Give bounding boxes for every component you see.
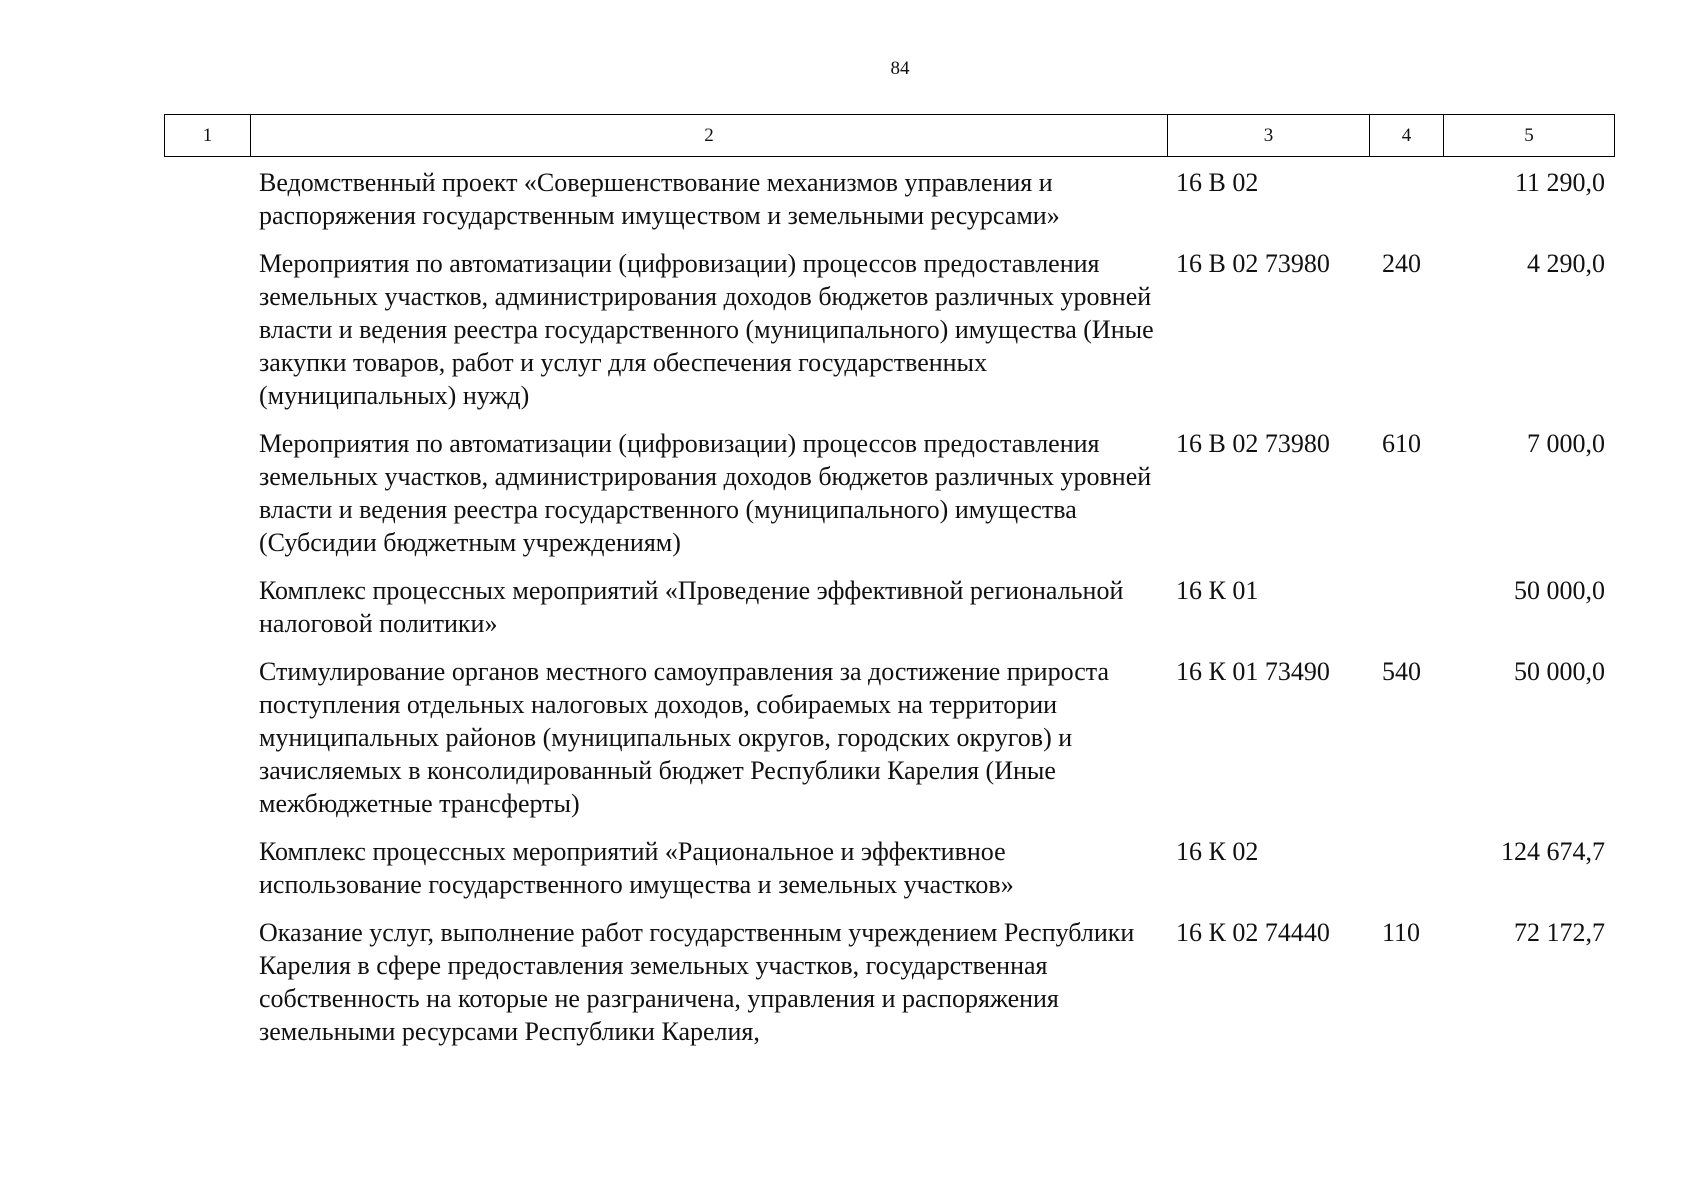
row-code: 16 В 02 73980 <box>1176 249 1330 278</box>
row-name: Комплекс процессных мероприятий «Проведение эффективной региональной налоговой политики» <box>259 576 1124 638</box>
budget-table-body <box>164 166 1614 1063</box>
row-expense-type: 240 <box>1382 249 1421 278</box>
column-header-3: 3 <box>1168 115 1370 157</box>
row-expense-type <box>1369 835 1443 916</box>
blank-cell <box>164 427 250 574</box>
column-header-2: 2 <box>251 115 1168 157</box>
blank-cell <box>164 655 250 835</box>
blank-cell <box>164 916 250 1063</box>
row-code: 16 В 02 73980 <box>1176 429 1330 458</box>
row-amount: 50 000,0 <box>1514 657 1605 686</box>
row-amount: 7 000,0 <box>1527 429 1605 458</box>
table-row <box>164 166 1614 247</box>
column-header-table <box>164 114 1615 157</box>
column-header-1: 1 <box>165 115 251 157</box>
row-name: Мероприятия по автоматизации (цифровизации) процессов предоставления земельных участков, администрирования доходов бюджетов различных уровней власти и ведения реестра государственного (муниципального) имущества (Субсидии бюджетным учреждениям) <box>259 429 1152 557</box>
table-row <box>164 427 1614 574</box>
row-code: 16 К 02 74440 <box>1176 918 1330 947</box>
row-amount: 72 172,7 <box>1514 918 1605 947</box>
row-code: 16 К 02 <box>1176 837 1259 866</box>
row-expense-type: 610 <box>1382 429 1421 458</box>
table-row <box>164 916 1614 1063</box>
row-code: 16 К 01 73490 <box>1176 657 1330 686</box>
row-name: Мероприятия по автоматизации (цифровизации) процессов предоставления земельных участков, администрирования доходов бюджетов различных уровней власти и ведения реестра государственного (муниципального) имущества (Иные закупки товаров, работ и услуг для обеспечения государственных (муниципальных) нужд) <box>259 249 1154 410</box>
row-expense-type <box>1369 574 1443 655</box>
row-amount: 11 290,0 <box>1514 168 1605 197</box>
table-row <box>164 655 1614 835</box>
blank-cell <box>164 835 250 916</box>
blank-cell <box>164 247 250 427</box>
row-name: Оказание услуг, выполнение работ государственным учреждением Республики Карелия в сфере предоставления земельных участков, государственная собственность на которые не разграничена, управления и распоряжения земельными ресурсами Республики Карелия, <box>259 918 1135 1046</box>
page-number: 84 <box>890 58 910 79</box>
row-name: Комплекс процессных мероприятий «Рациональное и эффективное использование государственного имущества и земельных участков» <box>259 837 1014 899</box>
blank-cell <box>164 166 250 247</box>
blank-cell <box>164 574 250 655</box>
row-expense-type: 110 <box>1382 918 1421 947</box>
row-amount: 124 674,7 <box>1501 837 1605 866</box>
column-header-5: 5 <box>1444 115 1615 157</box>
row-name: Стимулирование органов местного самоуправления за достижение прироста поступления отдельных налоговых доходов, собираемых на территории муниципальных районов (муниципальных округов, городских округов) и зачисляемых в консолидированный бюджет Республики Карелия (Иные межбюджетные трансферты) <box>259 657 1110 818</box>
table-row <box>164 835 1614 916</box>
row-name: Ведомственный проект «Совершенствование механизмов управления и распоряжения государственным имуществом и земельными ресурсами» <box>259 168 1060 230</box>
table-row <box>164 574 1614 655</box>
row-expense-type <box>1369 166 1443 247</box>
row-expense-type: 540 <box>1382 657 1421 686</box>
row-code: 16 К 01 <box>1176 576 1259 605</box>
column-header-row <box>165 115 1615 157</box>
row-code: 16 В 02 <box>1176 168 1259 197</box>
column-header-4: 4 <box>1370 115 1444 157</box>
table-rows <box>164 166 1614 1063</box>
table-row <box>164 247 1614 427</box>
row-amount: 50 000,0 <box>1514 576 1605 605</box>
row-amount: 4 290,0 <box>1527 249 1605 278</box>
